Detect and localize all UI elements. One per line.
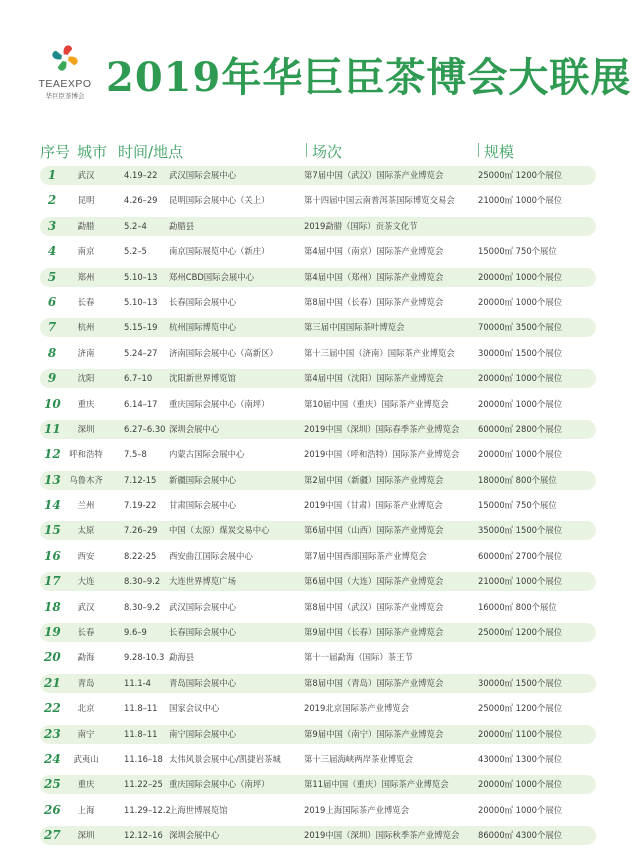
row-place: 青岛国际会展中心 [169,677,236,688]
row-time: 4.26–29 [124,195,158,206]
row-place: 上海世博展览馆 [169,804,228,815]
row-time: 8.30–9.2 [124,601,161,612]
table-row [0,392,640,417]
logo [30,40,100,100]
schedule-table [0,163,640,849]
row-place: 深圳会展中心 [169,423,220,434]
table-row [0,442,640,467]
row-city: 杭州 [77,322,95,333]
row-city: 武汉 [77,601,95,612]
row-scale: 43000㎡ 1300个展位 [478,753,563,764]
row-city: 南宁 [77,728,95,739]
row-city: 郑州 [77,271,95,282]
row-number: 12 [44,447,61,462]
table-row [0,163,640,188]
row-number: 21 [44,675,61,690]
row-city: 沈阳 [77,373,95,384]
table-row [0,772,640,797]
row-city: 深圳 [77,423,95,434]
row-event: 第十三届海峡两岸茶业博览会 [304,753,413,764]
row-time: 6.7–10 [124,373,153,384]
row-event: 第7届中国西部国际茶产业博览会 [304,550,427,561]
row-number: 4 [47,244,57,259]
row-number: 17 [44,574,61,589]
table-row [0,493,640,518]
row-place: 深圳会展中心 [169,830,220,841]
row-number: 25 [44,777,61,792]
row-scale: 20000㎡ 1000个展位 [478,398,563,409]
row-city: 勐腊 [77,220,95,231]
table-row [0,265,640,290]
column-header-scale: 规模 [484,143,515,161]
row-city: 上海 [77,804,95,815]
row-scale: 21000㎡ 1000个展位 [478,576,563,587]
row-city: 太原 [77,525,95,536]
row-city: 勐海 [77,652,95,663]
row-event: 第11届中国（重庆）国际茶产业博览会 [304,779,449,790]
table-row [0,239,640,264]
row-time: 5.10–13 [124,296,158,307]
column-header-event: 场次 [312,143,343,161]
row-place: 南宁国际会展中心 [169,728,236,739]
row-time: 9.6–9 [124,627,147,638]
row-event: 2019中国（呼和浩特）国际茶产业博览会 [304,449,460,460]
logo-flower-icon [47,40,83,76]
row-place: 武汉国际会展中心 [169,170,236,180]
row-number: 9 [47,371,57,386]
table-row [0,645,640,670]
row-number: 19 [44,625,61,640]
row-city: 长春 [77,296,95,307]
row-event: 第10届中国（重庆）国际茶产业博览会 [304,398,449,409]
row-number: 13 [44,472,61,487]
row-scale: 20000㎡ 1100个展位 [478,728,563,739]
row-scale: 70000㎡ 3500个展位 [478,322,563,333]
row-number: 15 [44,523,61,538]
row-time: 5.2–5 [124,246,147,257]
row-scale: 25000㎡ 1200个展位 [478,627,563,638]
table-row [0,798,640,823]
row-time: 11.8–11 [124,703,158,714]
row-number: 14 [44,498,61,513]
row-event: 第8届中国（武汉）国际茶产业博览会 [304,601,444,612]
row-time: 5.10–13 [124,271,158,282]
table-row [0,366,640,391]
row-number: 23 [44,726,61,741]
row-time: 4.19–22 [124,170,158,180]
row-city: 北京 [77,703,95,714]
row-scale: 30000㎡ 1500个展位 [478,677,563,688]
table-row [0,823,640,848]
row-place: 长春国际会展中心 [169,296,236,307]
row-place: 重庆国际会展中心（南坪） [169,779,270,790]
row-time: 5.2–4 [124,220,147,231]
row-city: 深圳 [77,830,95,841]
row-city: 乌鲁木齐 [69,474,103,485]
row-time: 8.22-25 [124,550,157,561]
row-event: 第6届中国（大连）国际茶产业博览会 [304,576,444,587]
row-number: 20 [44,650,61,665]
row-event: 第三届中国国际茶叶博览会 [304,322,405,333]
row-event: 第十三届中国（济南）国际茶产业博览会 [304,347,455,358]
row-time: 5.24–27 [124,347,158,358]
row-event: 第十一届勐海（国际）茶王节 [304,652,413,663]
table-row [0,214,640,239]
row-time: 7.5–8 [124,449,147,460]
table-row [0,544,640,569]
table-row [0,671,640,696]
row-number: 7 [47,320,57,335]
page-title: 2019年华巨臣茶博会大联展 [106,54,632,101]
row-event: 第9届中国（南宁）国际茶产业博览会 [304,728,444,739]
row-event: 第4届中国（郑州）国际茶产业博览会 [304,271,444,282]
row-time: 11.1-4 [124,677,151,688]
row-scale: 15000㎡ 750个展位 [478,500,557,511]
table-row [0,188,640,213]
row-number: 11 [44,421,61,436]
column-divider [306,143,307,157]
row-number: 24 [44,751,61,766]
table-row [0,417,640,442]
row-time: 9.28-10.3 [124,652,165,663]
row-place: 昆明国际会展中心（关上） [169,195,270,206]
row-place: 武汉国际会展中心 [169,601,236,612]
table-row [0,518,640,543]
row-time: 7.26–29 [124,525,158,536]
row-number: 3 [47,218,57,233]
row-event: 2019中国（深圳）国际秋季茶产业博览会 [304,830,460,841]
row-place: 济南国际会展中心（高新区） [169,347,278,358]
row-number: 27 [44,828,61,843]
column-header-time: 时间/地点 [118,143,184,161]
row-event: 2019勐腊（国际）贡茶文化节 [304,220,418,231]
row-event: 第2届中国（新疆）国际茶产业博览会 [304,474,444,485]
row-scale: 20000㎡ 1000个展位 [478,779,563,790]
row-number: 8 [47,345,57,360]
row-city: 武夷山 [73,753,99,764]
row-scale: 20000㎡ 1000个展位 [478,271,563,282]
row-city: 武汉 [77,170,95,180]
row-city: 大连 [77,576,95,587]
row-place: 勐腊县 [169,220,195,231]
row-city: 长春 [77,627,95,638]
row-city: 呼和浩特 [69,449,103,460]
row-event: 第7届中国（武汉）国际茶产业博览会 [304,170,444,180]
row-scale: 20000㎡ 1000个展位 [478,296,563,307]
column-divider [478,143,479,157]
row-place: 内蒙古国际会展中心 [169,449,245,460]
row-time: 7.19-22 [124,500,157,511]
logo-text-en: TEAEXPO [38,78,92,90]
row-place: 沈阳新世界博览馆 [169,373,236,384]
row-event: 2019中国（深圳）国际春季茶产业博览会 [304,423,460,434]
row-number: 26 [44,802,61,817]
row-event: 第9届中国（长春）国际茶产业博览会 [304,627,444,638]
row-scale: 20000㎡ 1000个展位 [478,373,563,384]
row-scale: 60000㎡ 2800个展位 [478,423,563,434]
row-number: 16 [44,548,61,563]
row-event: 第4届中国（沈阳）国际茶产业博览会 [304,373,444,384]
row-number: 6 [47,294,57,309]
row-scale: 20000㎡ 1000个展位 [478,449,563,460]
row-city: 重庆 [77,398,95,409]
row-scale: 35000㎡ 1500个展位 [478,525,563,536]
table-row [0,315,640,340]
row-scale: 18000㎡ 800个展位 [478,474,557,485]
table-row [0,341,640,366]
row-place: 甘肃国际会展中心 [169,500,236,511]
row-event: 第4届中国（南京）国际茶产业博览会 [304,246,444,257]
row-place: 西安曲江国际会展中心 [169,550,253,561]
row-place: 勐海县 [169,652,195,663]
row-number: 22 [44,701,61,716]
row-number: 18 [44,599,61,614]
row-number: 10 [44,396,61,411]
row-number: 5 [47,269,57,284]
row-city: 重庆 [77,779,95,790]
row-event: 2019上海国际茶产业博览会 [304,804,410,815]
row-scale: 60000㎡ 2700个展位 [478,550,563,561]
row-scale: 25000㎡ 1200个展位 [478,703,563,714]
row-event: 第8届中国（长春）国际茶产业博览会 [304,296,444,307]
row-city: 青岛 [77,677,95,688]
row-place: 杭州国际博览中心 [169,322,236,333]
row-event: 2019中国（甘肃）国际茶产业博览会 [304,500,443,511]
row-time: 5.15–19 [124,322,158,333]
row-scale: 16000㎡ 800个展位 [478,601,557,612]
row-place: 太伟风景会展中心/凯捷岩茶城 [169,753,281,764]
row-time: 11.16–18 [124,753,163,764]
row-place: 长春国际会展中心 [169,627,236,638]
table-row [0,595,640,620]
row-number: 2 [47,193,57,208]
row-time: 6.27–6.30 [124,423,166,434]
column-header-no: 序号 [40,143,71,161]
row-city: 西安 [77,550,95,561]
row-scale: 15000㎡ 750个展位 [478,246,557,257]
column-header-city: 城市 [77,143,108,161]
row-place: 大连世界博览广场 [169,576,236,587]
table-row [0,620,640,645]
logo-text-cn: 华巨臣茶博会 [45,92,85,100]
row-place: 中国（太原）煤炭交易中心 [169,525,270,536]
row-event: 第8届中国（青岛）国际茶产业博览会 [304,677,444,688]
row-time: 12.12–16 [124,830,163,841]
row-place: 南京国际展览中心（新庄） [169,246,270,257]
row-place: 国家会议中心 [169,703,220,714]
row-scale: 21000㎡ 1000个展位 [478,195,563,206]
row-city: 南京 [77,246,95,257]
row-scale: 20000㎡ 1000个展位 [478,804,563,815]
row-place: 重庆国际会展中心（南坪） [169,398,270,409]
row-time: 6.14–17 [124,398,158,409]
table-row [0,722,640,747]
row-event: 2019北京国际茶产业博览会 [304,703,410,714]
table-row [0,569,640,594]
row-scale: 86000㎡ 4300个展位 [478,830,563,841]
row-city: 济南 [77,347,95,358]
table-row [0,290,640,315]
row-number: 1 [47,168,57,182]
table-row [0,696,640,721]
row-place: 新疆国际会展中心 [169,474,236,485]
row-time: 11.8–11 [124,728,158,739]
row-time: 11.22–25 [124,779,163,790]
row-place: 郑州CBD国际会展中心 [169,271,255,282]
row-time: 7.12-15 [124,474,157,485]
row-time: 8.30–9.2 [124,576,161,587]
row-city: 兰州 [77,500,95,511]
row-event: 第6届中国（山西）国际茶产业博览会 [304,525,444,536]
row-event: 第十四届中国云南普洱茶国际博览交易会 [304,195,455,206]
row-scale: 25000㎡ 1200个展位 [478,170,563,180]
table-row [0,468,640,493]
table-row [0,747,640,772]
row-time: 11.29–12.2 [124,804,171,815]
row-city: 昆明 [77,195,95,206]
row-scale: 30000㎡ 1500个展位 [478,347,563,358]
